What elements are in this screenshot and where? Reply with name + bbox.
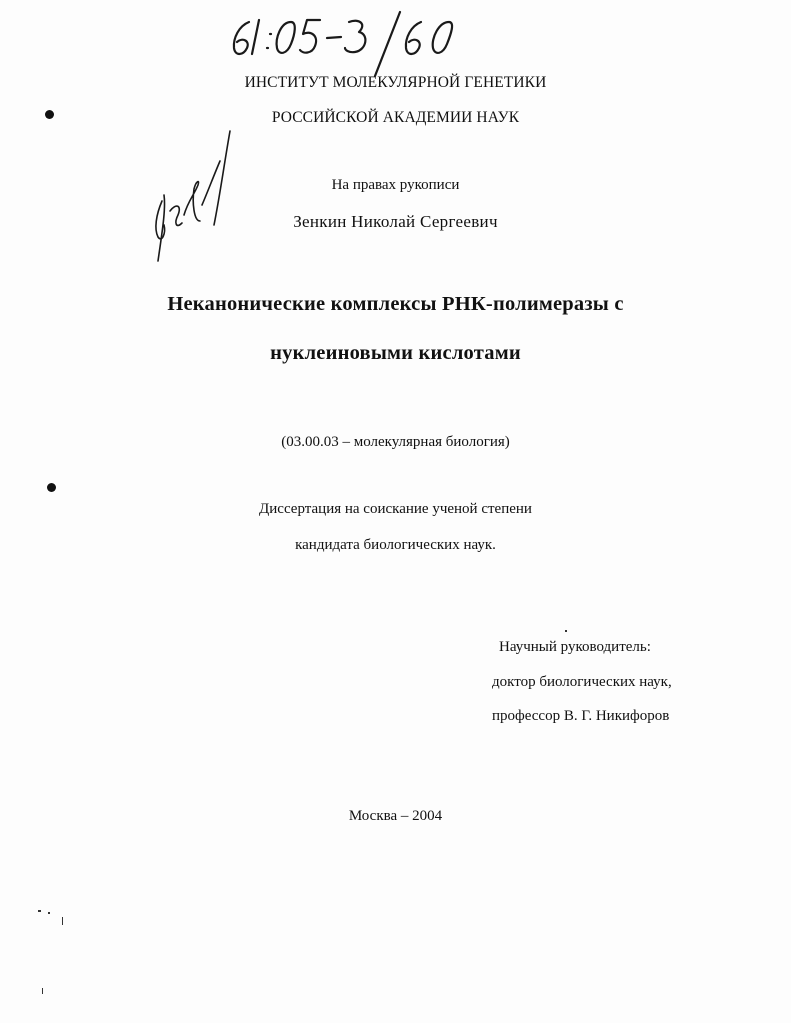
author-name: Зенкин Николай Сергеевич <box>293 212 498 231</box>
place-year: Москва – 2004 <box>348 808 443 824</box>
scan-speck <box>48 912 50 914</box>
dissertation-degree-line-2: кандидата биологических наук. <box>295 537 496 553</box>
institute-line-2: РОССИЙСКОЙ АКАДЕМИИ НАУК <box>271 109 520 126</box>
scan-speck <box>62 917 63 925</box>
binding-hole-dot-bottom <box>47 483 56 492</box>
scan-speck <box>38 910 41 912</box>
supervisor-label: Научный руководитель: <box>499 639 651 655</box>
supervisor-degree: доктор биологических наук, <box>492 674 672 690</box>
supervisor-name: профессор В. Г. Никифоров <box>492 708 670 724</box>
dissertation-title-line-1: Неканонические комплексы РНК-полимеразы с <box>167 293 624 315</box>
institute-line-1: ИНСТИТУТ МОЛЕКУЛЯРНОЙ ГЕНЕТИКИ <box>244 74 547 91</box>
dissertation-title-line-2: нуклеиновыми кислотами <box>270 342 521 364</box>
rights-note: На правах рукописи <box>331 177 460 193</box>
binding-hole-dot-top <box>45 110 54 119</box>
dissertation-degree-line-1: Диссертация на соискание ученой степени <box>259 501 532 517</box>
handwritten-archive-mark <box>225 8 475 78</box>
scan-speck <box>42 988 43 994</box>
specialty-code: (03.00.03 – молекулярная биология) <box>281 434 510 450</box>
scan-speck <box>565 630 567 632</box>
handwritten-signature <box>148 125 238 265</box>
